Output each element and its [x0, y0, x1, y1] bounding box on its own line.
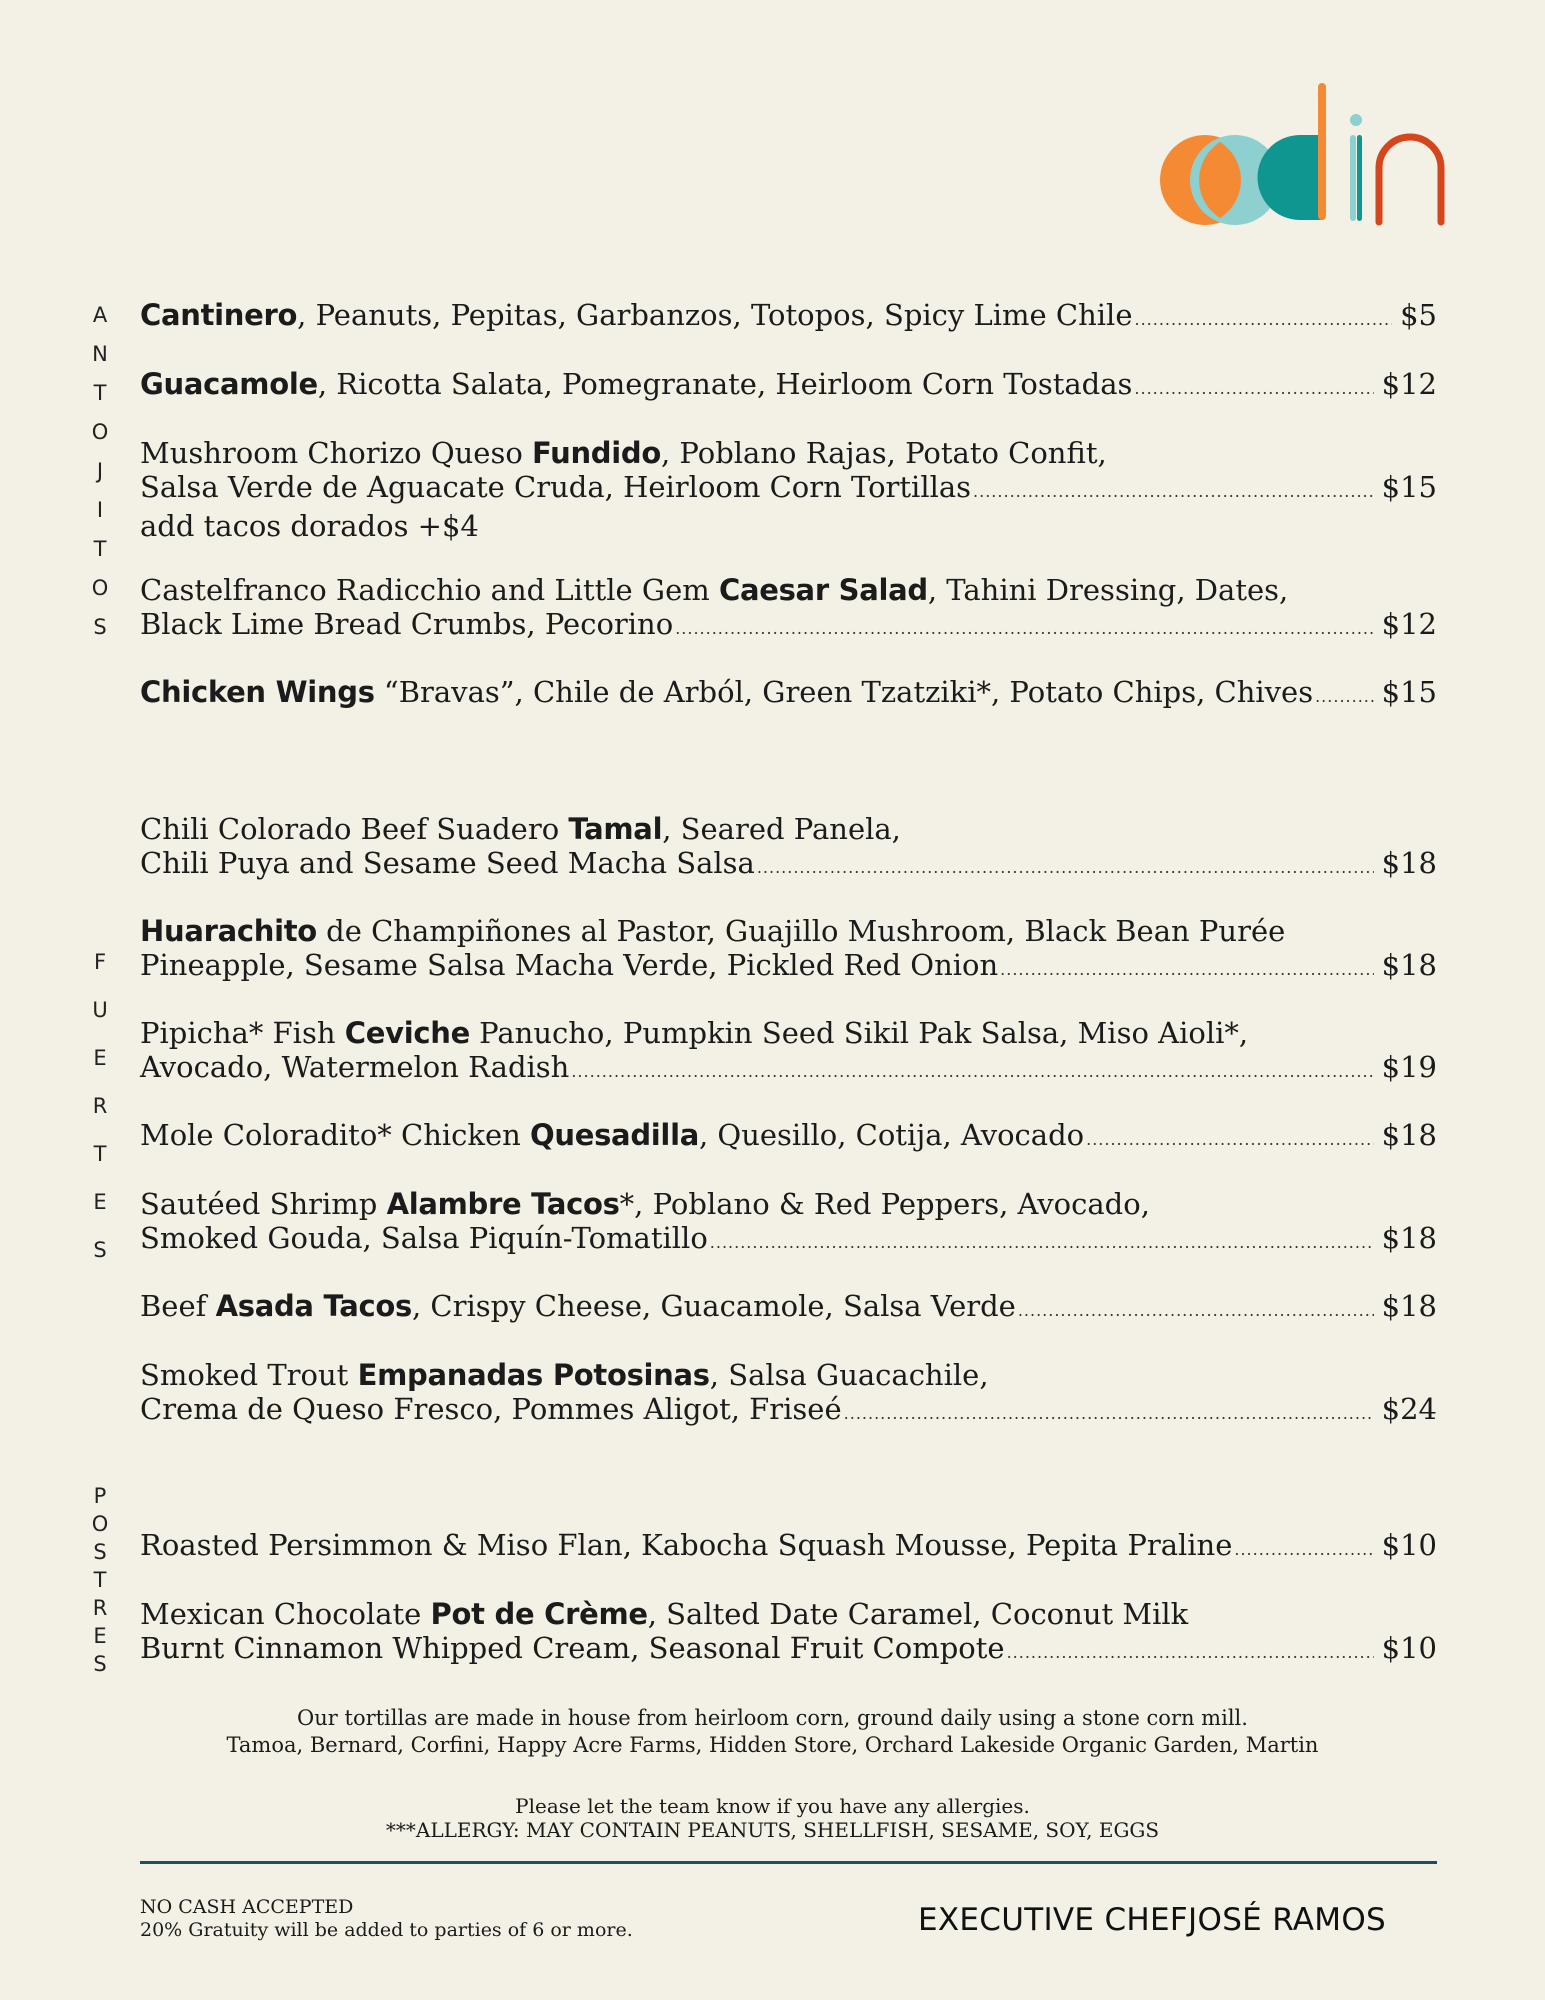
- item-text: [140, 675, 1313, 709]
- item-price: $5: [1400, 298, 1437, 332]
- section-label-fuertes: [88, 950, 112, 1262]
- item-description: , Quesillo, Cotija, Avocado: [698, 1118, 1085, 1152]
- section-label-postres: [88, 1484, 112, 1676]
- dot-leader: [1000, 953, 1373, 987]
- menu-item-ceviche: [140, 1016, 1437, 1089]
- logo-i-stem-teal: [1357, 135, 1362, 221]
- section-letter: S: [93, 1238, 107, 1262]
- dot-leader: [571, 1055, 1373, 1089]
- dot-leader: [1135, 303, 1393, 337]
- tortilla-note: [0, 1705, 1545, 1759]
- section-letter: O: [91, 420, 109, 444]
- item-description: “Bravas”, Chile de Arból, Green Tzatziki*, Potato Chips, Chives: [374, 675, 1314, 709]
- item-highlight: Guacamole: [140, 367, 318, 401]
- section-label-antojitos: [88, 303, 112, 639]
- section-letter: T: [93, 1142, 107, 1166]
- section-letter: A: [92, 303, 108, 327]
- item-description-line2: Avocado, Watermelon Radish: [140, 1050, 570, 1084]
- section-letter: N: [92, 342, 108, 366]
- item-description: , Poblano Rajas, Potato Confit,: [660, 436, 1107, 470]
- item-text: [140, 298, 1133, 332]
- dot-leader: [1007, 1636, 1374, 1670]
- farms-line: Tamoa, Bernard, Corfini, Happy Acre Farms, Hidden Store, Orchard Lakeside Organic Garden, Martin: [226, 1733, 1319, 1757]
- item-text: [140, 1187, 1150, 1221]
- odin-logo: [1150, 80, 1455, 230]
- section-letter: S: [93, 615, 107, 639]
- item-highlight: Asada Tacos: [215, 1289, 412, 1323]
- section-letter: J: [96, 459, 104, 483]
- item-description-line2: Smoked Gouda, Salsa Piquín-Tomatillo: [140, 1221, 708, 1255]
- dot-leader: [710, 1226, 1374, 1260]
- section-letter: I: [96, 498, 104, 522]
- menu-item-empanadas: [140, 1358, 1437, 1431]
- item-text: [140, 1358, 989, 1392]
- item-text: [140, 573, 1288, 607]
- menu-item-tamal: [140, 812, 1437, 885]
- item-highlight: Pot de Crème: [430, 1597, 648, 1631]
- item-price: $18: [1381, 1289, 1437, 1323]
- item-highlight: Fundido: [532, 436, 661, 470]
- menu-item-quesadilla: [140, 1118, 1437, 1157]
- item-description-line2: Pineapple, Sesame Salsa Macha Verde, Pickled Red Onion: [140, 948, 999, 982]
- item-description-line2: Burnt Cinnamon Whipped Cream, Seasonal Fruit Compote: [140, 1631, 1005, 1665]
- menu-item-cantinero: [140, 298, 1437, 337]
- dot-leader: [844, 1397, 1374, 1431]
- item-prefix: Sautéed Shrimp: [140, 1187, 387, 1221]
- item-price: $19: [1381, 1050, 1437, 1084]
- dot-leader: [675, 612, 1373, 646]
- menu-item-flan: [140, 1528, 1437, 1567]
- item-prefix: Mole Coloradito* Chicken: [140, 1118, 531, 1152]
- item-price: $12: [1381, 607, 1437, 641]
- menu-item-alambre-tacos: [140, 1187, 1437, 1260]
- item-description: , Crispy Cheese, Guacamole, Salsa Verde: [411, 1289, 1016, 1323]
- tortilla-note-line: Our tortillas are made in house from heirloom corn, ground daily using a stone corn mill.: [297, 1706, 1248, 1730]
- section-letter: O: [91, 1512, 109, 1536]
- item-prefix: Chili Colorado Beef Suadero: [140, 812, 569, 846]
- item-description: , Salsa Guacachile,: [709, 1358, 989, 1392]
- dot-leader: [757, 851, 1374, 885]
- item-highlight: Huarachito: [140, 914, 317, 948]
- logo-i-dot: [1350, 114, 1362, 126]
- item-highlight: Caesar Salad: [718, 573, 928, 607]
- dot-leader: [1315, 680, 1374, 714]
- item-text: [140, 1597, 1188, 1631]
- item-description: , Salted Date Caramel, Coconut Milk: [647, 1597, 1189, 1631]
- item-price: $15: [1381, 675, 1437, 709]
- allergy-note: [0, 1794, 1545, 1842]
- section-letter: R: [92, 1596, 108, 1620]
- item-description-line2: Chili Puya and Sesame Seed Macha Salsa: [140, 846, 755, 880]
- item-description: , Tahini Dressing, Dates,: [927, 573, 1289, 607]
- item-text: [140, 914, 1285, 948]
- item-description: , Peanuts, Pepitas, Garbanzos, Totopos, Spicy Lime Chile: [297, 298, 1133, 332]
- item-addon: add tacos dorados +$4: [140, 509, 479, 543]
- logo-n-arch: [1379, 137, 1441, 222]
- section-letter: U: [92, 998, 108, 1022]
- item-price: $10: [1381, 1631, 1437, 1665]
- item-description-line2: Crema de Queso Fresco, Pommes Aligot, Friseé: [140, 1392, 842, 1426]
- allergy-warning: ***ALLERGY: MAY CONTAIN PEANUTS, SHELLFISH, SESAME, SOY, EGGS: [385, 1818, 1160, 1842]
- menu-item-pot-de-creme: [140, 1597, 1437, 1670]
- item-highlight: Ceviche: [344, 1016, 470, 1050]
- item-prefix: Smoked Trout: [140, 1358, 358, 1392]
- item-text: [140, 1289, 1016, 1323]
- item-description-line2: Black Lime Bread Crumbs, Pecorino: [140, 607, 674, 641]
- menu-item-huarachito: [140, 914, 1437, 987]
- section-letter: T: [93, 1568, 107, 1592]
- item-text: [140, 367, 1132, 401]
- item-prefix: Beef: [140, 1289, 216, 1323]
- allergy-request: Please let the team know if you have any allergies.: [515, 1794, 1030, 1818]
- menu-item-caesar-salad: [140, 573, 1437, 646]
- menu-item-chicken-wings: [140, 675, 1437, 714]
- dot-leader: [1234, 1533, 1373, 1567]
- item-prefix: Pipicha* Fish: [140, 1016, 345, 1050]
- item-price: $18: [1381, 846, 1437, 880]
- executive-chef: EXECUTIVE CHEFJOSÉ RAMOS: [918, 1902, 1387, 1938]
- footer-divider: [140, 1861, 1437, 1864]
- item-text: [140, 436, 1107, 470]
- item-highlight: Empanadas Potosinas: [357, 1358, 710, 1392]
- menu-item-queso-fundido: [140, 436, 1437, 543]
- section-letter: E: [93, 1624, 107, 1648]
- item-prefix: Mexican Chocolate: [140, 1597, 431, 1631]
- section-letter: E: [93, 1046, 107, 1070]
- section-letter: E: [93, 1190, 107, 1214]
- item-price: $18: [1381, 948, 1437, 982]
- section-letter: P: [93, 1484, 107, 1508]
- item-description: , Seared Panela,: [662, 812, 901, 846]
- item-price: $15: [1381, 470, 1437, 504]
- item-description: , Ricotta Salata, Pomegranate, Heirloom Corn Tostadas: [317, 367, 1133, 401]
- item-highlight: Cantinero: [140, 298, 298, 332]
- no-cash-note: NO CASH ACCEPTED: [140, 1896, 354, 1918]
- section-letter: F: [93, 950, 107, 974]
- item-highlight: Tamal: [568, 812, 663, 846]
- item-text: Roasted Persimmon & Miso Flan, Kabocha Squash Mousse, Pepita Praline: [140, 1528, 1233, 1562]
- item-prefix: Mushroom Chorizo Queso: [140, 436, 533, 470]
- section-letter: S: [93, 1652, 107, 1676]
- section-letter: S: [93, 1540, 107, 1564]
- item-description: de Champiñones al Pastor, Guajillo Mushroom, Black Bean Purée: [316, 914, 1286, 948]
- logo-d-stem: [1318, 83, 1326, 220]
- section-letter: O: [91, 576, 109, 600]
- dot-leader: [1018, 1294, 1374, 1328]
- item-description-line2: Salsa Verde de Aguacate Cruda, Heirloom Corn Tortillas: [140, 470, 972, 504]
- item-price: $24: [1381, 1392, 1437, 1426]
- item-price: $12: [1381, 367, 1437, 401]
- section-letter: T: [93, 381, 107, 405]
- section-letter: R: [92, 1094, 108, 1118]
- item-price: $18: [1381, 1221, 1437, 1255]
- item-text: [140, 1016, 1248, 1050]
- logo-i-stem: [1350, 135, 1356, 221]
- menu-item-asada-tacos: [140, 1289, 1437, 1328]
- item-description: Panucho, Pumpkin Seed Sikil Pak Salsa, Miso Aioli*,: [469, 1016, 1249, 1050]
- section-letter: T: [93, 537, 107, 561]
- item-highlight: Alambre Tacos: [386, 1187, 620, 1221]
- item-price: $10: [1381, 1528, 1437, 1562]
- item-text: [140, 812, 901, 846]
- item-text: [140, 1118, 1084, 1152]
- item-price: $18: [1381, 1118, 1437, 1152]
- dot-leader: [1086, 1123, 1374, 1157]
- item-prefix: Castelfranco Radicchio and Little Gem: [140, 573, 719, 607]
- item-description: *, Poblano & Red Peppers, Avocado,: [619, 1187, 1150, 1221]
- payment-notes: [140, 1896, 633, 1942]
- item-highlight: Quesadilla: [530, 1118, 699, 1152]
- menu-item-guacamole: [140, 367, 1437, 406]
- dot-leader: [973, 475, 1374, 509]
- item-highlight: Chicken Wings: [140, 675, 375, 709]
- gratuity-note: 20% Gratuity will be added to parties of 6 or more.: [140, 1919, 633, 1941]
- dot-leader: [1134, 372, 1373, 406]
